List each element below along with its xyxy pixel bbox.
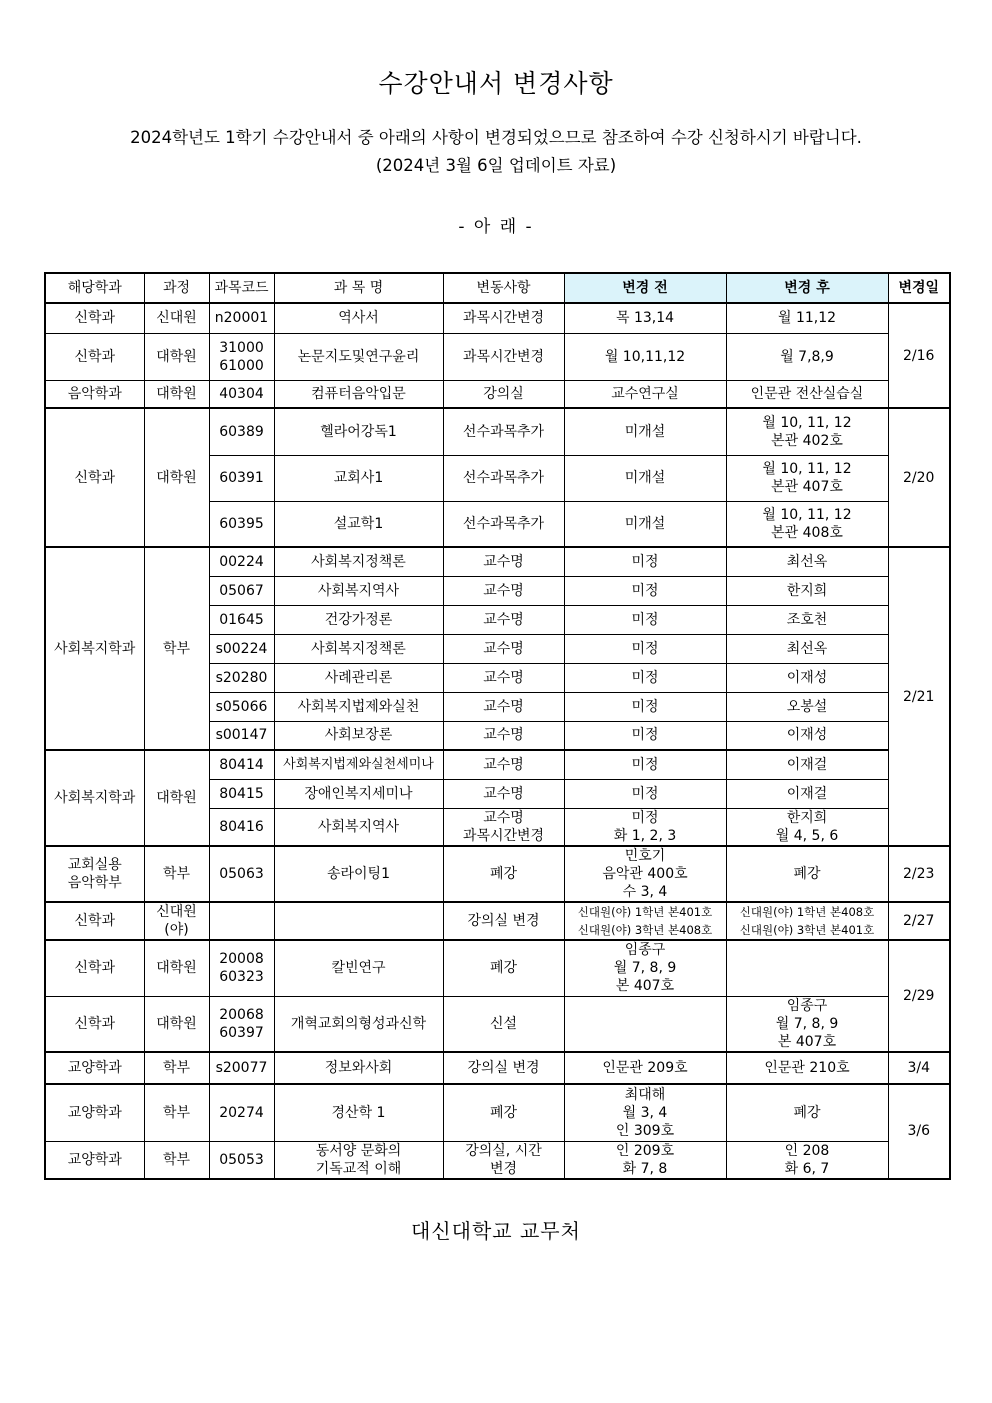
cell-change: 강의실 <box>443 380 564 408</box>
cell-change <box>443 808 564 846</box>
table-header-row <box>45 273 950 303</box>
cell-after-line: 신대원(야) 3학년 본401호 <box>739 923 875 937</box>
cell-code-line: 60323 <box>219 969 264 986</box>
cell-after-line: 임종구 <box>786 997 828 1014</box>
cell-dept: 신학과 <box>45 408 144 547</box>
cell-change: 과목시간변경 <box>443 303 564 333</box>
cell-subject-line: 동서양 문화의 <box>315 1143 402 1159</box>
table-row <box>45 547 950 576</box>
cell-before: 미개설 <box>564 455 726 501</box>
cell-course: 대학원 <box>144 408 209 547</box>
cell-after-line: 화 6, 7 <box>784 1161 830 1177</box>
cell-course-line: (야) <box>164 922 189 938</box>
cell-after: 폐강 <box>726 1084 888 1142</box>
cell-change: 교수명 <box>443 576 564 605</box>
cell-code: 80414 <box>209 750 274 779</box>
cell-before: 월 10,11,12 <box>564 333 726 380</box>
cell-subject: 사회복지역사 <box>274 576 443 605</box>
cell-change-line: 강의실, 시간 <box>465 1143 542 1159</box>
cell-subject: 사회복지역사 <box>274 808 443 846</box>
cell-before: 미정 <box>564 721 726 750</box>
cell-dept: 교양학과 <box>45 1052 144 1084</box>
cell-course: 학부 <box>144 547 209 750</box>
cell-subject: 사회복지정책론 <box>274 634 443 663</box>
cell-subject: 장애인복지세미나 <box>274 779 443 808</box>
cell-course: 학부 <box>144 1084 209 1142</box>
cell-after: 이재걸 <box>726 779 888 808</box>
cell-subject: 경산학 1 <box>274 1084 443 1142</box>
table-row <box>45 902 950 940</box>
cell-subject: 건강가정론 <box>274 605 443 634</box>
header-before: 변경 전 <box>564 273 726 303</box>
cell-date: 3/6 <box>888 1084 950 1180</box>
cell-code: 05053 <box>209 1142 274 1180</box>
intro-text <box>0 124 992 180</box>
cell-subject: 칼빈연구 <box>274 940 443 996</box>
cell-code: 01645 <box>209 605 274 634</box>
cell-before-line: 임종구 <box>624 942 666 959</box>
table-row <box>45 940 950 996</box>
cell-before <box>564 996 726 1052</box>
cell-before: 목 13,14 <box>564 303 726 333</box>
cell-before-line: 화 7, 8 <box>622 1161 668 1177</box>
cell-after-line: 한지희 <box>786 809 828 826</box>
cell-subject: 사회복지정책론 <box>274 547 443 576</box>
cell-after-line: 본관 407호 <box>771 479 843 495</box>
cell-before <box>564 902 726 940</box>
cell-change <box>443 1142 564 1180</box>
cell-dept-line: 교회실용 <box>67 857 122 873</box>
cell-after-line: 월 10, 11, 12 <box>762 506 852 523</box>
cell-code-line: 60397 <box>219 1024 264 1041</box>
cell-after <box>726 1142 888 1180</box>
cell-code: s00224 <box>209 634 274 663</box>
cell-code: 00224 <box>209 547 274 576</box>
intro-line-1: 2024학년도 1학기 수강안내서 중 아래의 사항이 변경되었으므로 참조하여 수강 신청하시기 바랍니다. <box>130 128 862 147</box>
cell-course: 대학원 <box>144 996 209 1052</box>
cell-dept: 신학과 <box>45 333 144 380</box>
header-subject: 과 목 명 <box>274 273 443 303</box>
cell-date: 2/20 <box>888 408 950 547</box>
cell-after <box>726 902 888 940</box>
cell-subject: 헬라어강독1 <box>274 408 443 455</box>
cell-after: 오봉설 <box>726 692 888 721</box>
cell-after: 이재성 <box>726 721 888 750</box>
cell-subject: 송라이팅1 <box>274 846 443 902</box>
cell-after-line: 신대원(야) 1학년 본408호 <box>739 905 875 919</box>
cell-change: 강의실 변경 <box>443 902 564 940</box>
cell-change: 선수과목추가 <box>443 455 564 501</box>
cell-change-line: 교수명 <box>483 809 524 826</box>
cell-after: 폐강 <box>726 846 888 902</box>
header-date: 변경일 <box>888 273 950 303</box>
cell-after-line: 월 7, 8, 9 <box>775 1015 839 1032</box>
cell-after: 인문관 전산실습실 <box>726 380 888 408</box>
cell-after-line: 본관 402호 <box>771 432 843 449</box>
cell-code: 60389 <box>209 408 274 455</box>
cell-change: 과목시간변경 <box>443 333 564 380</box>
cell-before-line: 화 1, 2, 3 <box>613 827 677 844</box>
cell-before: 미개설 <box>564 408 726 455</box>
cell-before: 미정 <box>564 547 726 576</box>
table-row <box>45 1052 950 1084</box>
table-row <box>45 408 950 455</box>
cell-course: 학부 <box>144 1052 209 1084</box>
table-row <box>45 380 950 408</box>
cell-change: 신설 <box>443 996 564 1052</box>
cell-subject: 사례관리론 <box>274 663 443 692</box>
cell-before-line: 월 3, 4 <box>622 1104 668 1121</box>
cell-date: 2/16 <box>888 303 950 408</box>
cell-before: 미정 <box>564 634 726 663</box>
cell-after-line: 본 407호 <box>777 1033 837 1050</box>
cell-date: 2/27 <box>888 902 950 940</box>
cell-dept: 신학과 <box>45 940 144 996</box>
cell-code-line: 20068 <box>219 1006 264 1023</box>
header-dept: 해당학과 <box>45 273 144 303</box>
cell-code: s00147 <box>209 721 274 750</box>
page-title: 수강안내서 변경사항 <box>378 69 614 98</box>
cell-after <box>726 501 888 547</box>
cell-after: 이재성 <box>726 663 888 692</box>
cell-after: 월 7,8,9 <box>726 333 888 380</box>
cell-before-line: 음악관 400호 <box>602 866 688 882</box>
cell-code-line: 31000 <box>219 339 264 356</box>
cell-before-line: 인 209호 <box>615 1143 675 1159</box>
cell-after: 한지희 <box>726 576 888 605</box>
cell-before: 교수연구실 <box>564 380 726 408</box>
cell-course: 학부 <box>144 846 209 902</box>
cell-change: 폐강 <box>443 1084 564 1142</box>
cell-change: 강의실 변경 <box>443 1052 564 1084</box>
cell-before: 미정 <box>564 663 726 692</box>
cell-after: 월 11,12 <box>726 303 888 333</box>
cell-change: 교수명 <box>443 750 564 779</box>
cell-course: 대학원 <box>144 940 209 996</box>
cell-subject: 사회복지법제와실천세미나 <box>274 750 443 779</box>
intro-line-2: (2024년 3월 6일 업데이트 자료) <box>375 156 617 175</box>
cell-code <box>209 996 274 1052</box>
cell-code: s20280 <box>209 663 274 692</box>
cell-code: 05067 <box>209 576 274 605</box>
table-row <box>45 996 950 1052</box>
cell-before-line: 월 7, 8, 9 <box>613 960 677 977</box>
cell-dept: 교양학과 <box>45 1142 144 1180</box>
cell-date: 2/23 <box>888 846 950 902</box>
cell-subject: 사회보장론 <box>274 721 443 750</box>
cell-date: 2/21 <box>888 547 950 846</box>
cell-course: 대학원 <box>144 380 209 408</box>
cell-subject: 컴퓨터음악입문 <box>274 380 443 408</box>
cell-before-line: 최대해 <box>624 1086 666 1103</box>
cell-subject: 사회복지법제와실천 <box>274 692 443 721</box>
cell-before: 미정 <box>564 750 726 779</box>
cell-code-line: 20008 <box>219 951 264 968</box>
section-label: - 아 래 - <box>458 217 534 237</box>
table-row <box>45 750 950 779</box>
table-row <box>45 303 950 333</box>
cell-code: 80416 <box>209 808 274 846</box>
cell-code <box>209 940 274 996</box>
cell-dept: 신학과 <box>45 303 144 333</box>
header-course: 과정 <box>144 273 209 303</box>
cell-code <box>209 902 274 940</box>
cell-before: 미개설 <box>564 501 726 547</box>
cell-dept: 사회복지학과 <box>45 547 144 750</box>
cell-dept: 교양학과 <box>45 1084 144 1142</box>
cell-after <box>726 408 888 455</box>
cell-before-line: 신대원(야) 1학년 본401호 <box>577 905 713 919</box>
cell-before-line: 수 3, 4 <box>622 884 668 900</box>
cell-before: 미정 <box>564 576 726 605</box>
cell-after: 최선옥 <box>726 634 888 663</box>
cell-after-line: 월 10, 11, 12 <box>762 414 852 431</box>
cell-course: 학부 <box>144 1142 209 1180</box>
cell-subject <box>274 902 443 940</box>
cell-subject: 논문지도및연구윤리 <box>274 333 443 380</box>
header-change: 변동사항 <box>443 273 564 303</box>
cell-after-line: 본관 408호 <box>771 524 843 541</box>
cell-after-line: 월 10, 11, 12 <box>762 461 852 477</box>
cell-subject: 설교학1 <box>274 501 443 547</box>
cell-before: 미정 <box>564 779 726 808</box>
cell-before <box>564 1084 726 1142</box>
header-code: 과목코드 <box>209 273 274 303</box>
cell-before: 미정 <box>564 692 726 721</box>
cell-code: 60395 <box>209 501 274 547</box>
cell-change: 교수명 <box>443 547 564 576</box>
cell-subject-line: 기독교적 이해 <box>315 1161 402 1177</box>
cell-change-line: 변경 <box>489 1161 518 1177</box>
cell-course <box>144 902 209 940</box>
cell-code: 80415 <box>209 779 274 808</box>
cell-course: 신대원 <box>144 303 209 333</box>
cell-code-line: 61000 <box>219 357 264 374</box>
cell-before-line: 인 309호 <box>615 1122 675 1139</box>
cell-before <box>564 1142 726 1180</box>
cell-after: 조호천 <box>726 605 888 634</box>
cell-subject <box>274 1142 443 1180</box>
cell-dept: 음악학과 <box>45 380 144 408</box>
cell-course-line: 신대원 <box>156 904 197 920</box>
cell-change: 교수명 <box>443 605 564 634</box>
cell-before-line: 미정 <box>631 809 659 826</box>
cell-change: 교수명 <box>443 692 564 721</box>
cell-before-line: 신대원(야) 3학년 본408호 <box>577 923 713 937</box>
changes-table <box>44 272 951 1180</box>
cell-before <box>564 808 726 846</box>
cell-dept <box>45 846 144 902</box>
cell-dept: 사회복지학과 <box>45 750 144 846</box>
cell-after: 인문관 210호 <box>726 1052 888 1084</box>
cell-course: 대학원 <box>144 333 209 380</box>
cell-after <box>726 455 888 501</box>
cell-date: 2/29 <box>888 940 950 1052</box>
cell-dept: 신학과 <box>45 996 144 1052</box>
cell-change: 교수명 <box>443 634 564 663</box>
cell-code: 40304 <box>209 380 274 408</box>
cell-change: 교수명 <box>443 779 564 808</box>
cell-code: 60391 <box>209 455 274 501</box>
cell-after: 이재걸 <box>726 750 888 779</box>
cell-before: 인문관 209호 <box>564 1052 726 1084</box>
cell-subject: 개혁교회의형성과신학 <box>274 996 443 1052</box>
cell-change: 교수명 <box>443 721 564 750</box>
table-row <box>45 1084 950 1142</box>
cell-before <box>564 846 726 902</box>
cell-subject: 정보와사회 <box>274 1052 443 1084</box>
cell-code: 20274 <box>209 1084 274 1142</box>
cell-code: 05063 <box>209 846 274 902</box>
cell-course: 대학원 <box>144 750 209 846</box>
cell-after-line: 월 4, 5, 6 <box>775 827 839 844</box>
cell-subject: 역사서 <box>274 303 443 333</box>
footer-issuer: 대신대학교 교무처 <box>411 1219 581 1243</box>
cell-date: 3/4 <box>888 1052 950 1084</box>
cell-change: 교수명 <box>443 663 564 692</box>
table-row <box>45 846 950 902</box>
cell-change: 폐강 <box>443 846 564 902</box>
cell-before <box>564 940 726 996</box>
cell-code <box>209 333 274 380</box>
cell-before: 미정 <box>564 605 726 634</box>
cell-after <box>726 996 888 1052</box>
cell-change: 선수과목추가 <box>443 501 564 547</box>
cell-change: 선수과목추가 <box>443 408 564 455</box>
cell-before-line: 민호기 <box>624 848 666 864</box>
cell-before-line: 본 407호 <box>615 978 675 995</box>
cell-code: s20077 <box>209 1052 274 1084</box>
cell-dept: 신학과 <box>45 902 144 940</box>
table-row <box>45 1142 950 1180</box>
cell-change-line: 과목시간변경 <box>462 827 545 844</box>
cell-dept-line: 음악학부 <box>67 875 122 891</box>
cell-after-line: 인 208 <box>784 1143 830 1159</box>
cell-subject: 교회사1 <box>274 455 443 501</box>
cell-change: 폐강 <box>443 940 564 996</box>
table-row <box>45 333 950 380</box>
cell-code: n20001 <box>209 303 274 333</box>
cell-after <box>726 940 888 996</box>
cell-code: s05066 <box>209 692 274 721</box>
cell-after <box>726 808 888 846</box>
cell-after: 최선옥 <box>726 547 888 576</box>
header-after: 변경 후 <box>726 273 888 303</box>
